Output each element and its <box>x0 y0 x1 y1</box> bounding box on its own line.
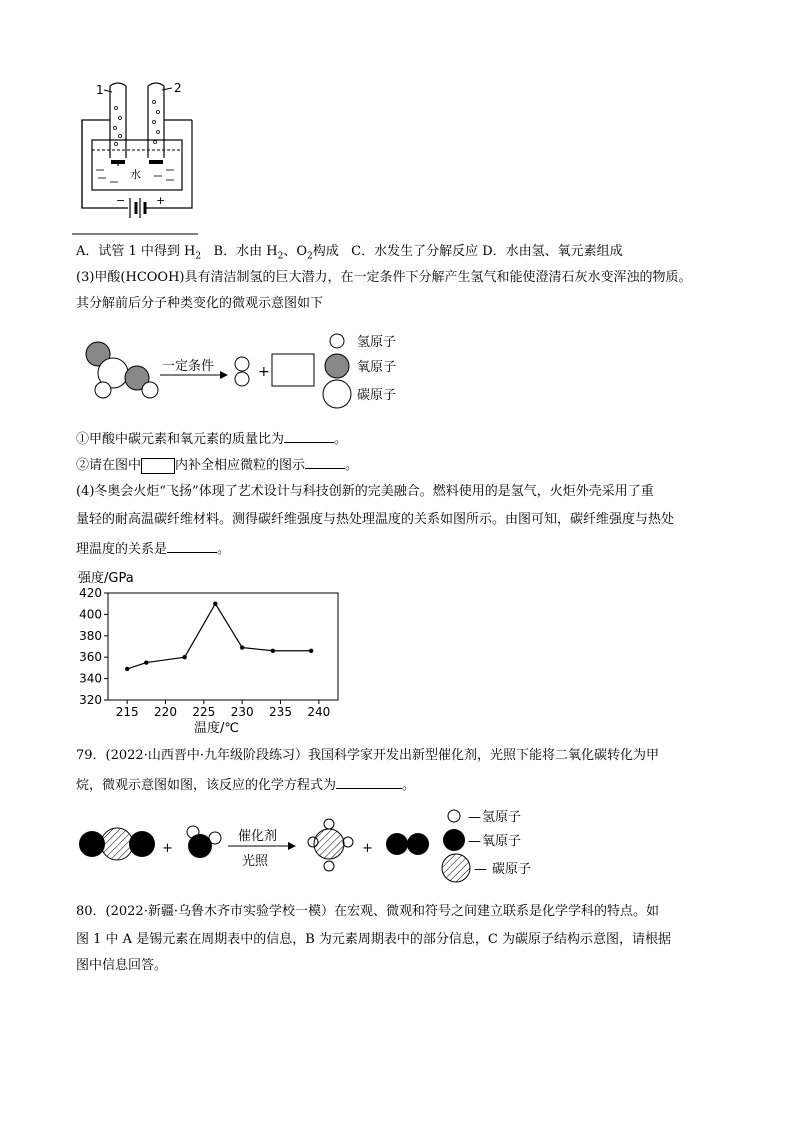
q-options: A．试管 1 中得到 $H_2$ B．水由 $H_2$、$O_2$构成 C．水发生了分解反应 D．水由氢、氧元素组成 <box>76 244 623 262</box>
q3-line1: (3)甲酸(HCOOH)具有清洁制氢的巨大潜力，在一定条件下分解产生氢气和能使澄清石灰水变浑浊的物质。 <box>76 270 692 285</box>
q3-sub2: ②请在图中 内补全相应微粒的图示 。 <box>76 454 358 476</box>
y-tick-label: 320 <box>79 693 102 707</box>
svg-text:+: + <box>258 364 270 380</box>
svg-text:+: + <box>362 841 373 856</box>
data-point <box>309 649 313 653</box>
y-tick-label: 360 <box>79 650 102 665</box>
x-tick-label: 215 <box>115 705 139 719</box>
legend2-hydrogen: 氢原子 <box>482 810 522 825</box>
data-point <box>182 655 186 659</box>
co2-methane-diagram <box>76 802 556 886</box>
q4-line3: 理温度的关系是 。 <box>76 538 230 560</box>
data-point <box>144 660 148 664</box>
svg-text:—: — <box>468 810 481 825</box>
q3-line2: 其分解前后分子种类变化的微观示意图如下 <box>76 296 324 311</box>
svg-text:+: + <box>162 841 173 856</box>
beaker <box>92 140 182 190</box>
chart-xlabel: 温度/℃ <box>194 721 239 736</box>
legend-hydrogen: 氢原子 <box>357 335 397 350</box>
y-tick-label: 420 <box>79 586 102 600</box>
formic-acid-diagram <box>76 328 416 410</box>
arrow-label: 一定条件 <box>162 359 215 374</box>
light-label: 光照 <box>242 854 269 869</box>
svg-text:−: − <box>116 194 126 207</box>
data-point <box>125 667 129 671</box>
legend-carbon: 碳原子 <box>357 388 397 403</box>
svg-text:—: — <box>474 862 487 877</box>
q3-sub1: ①甲酸中碳元素和氧元素的质量比为 。 <box>76 428 347 450</box>
q80-line2: 图 1 中 A 是锡元素在周期表中的信息，B 为元素周期表中的部分信息，C 为碳原子结构示意图，请根据 <box>76 932 671 947</box>
y-tick-label: 340 <box>79 671 102 686</box>
strength-chart <box>76 568 356 744</box>
data-point <box>213 602 217 606</box>
tube-1-label: 1 <box>96 83 104 97</box>
x-tick-label: 240 <box>307 705 331 719</box>
x-tick-label: 225 <box>192 705 216 719</box>
q79-line1: 79．(2022·山西晋中·九年级阶段练习）我国科学家开发出新型催化剂，光照下能将二氧化碳转化为甲 <box>76 748 659 763</box>
q4-line1: (4)冬奥会火炬“飞扬”体现了艺术设计与科技创新的完美融合。燃料使用的是氢气，火炬外壳采用了重 <box>76 484 654 499</box>
catalyst-label: 催化剂 <box>238 829 278 844</box>
data-point <box>271 649 275 653</box>
tube-2-label: 2 <box>174 81 182 95</box>
answer-box <box>272 354 314 386</box>
q4-line2: 量轻的耐高温碳纤维材料。测得碳纤维强度与热处理温度的关系如图所示。由图可知，碳纤维强度与热处 <box>76 512 675 527</box>
y-tick-label: 380 <box>79 628 102 643</box>
test-tube-2 <box>148 83 164 158</box>
chart-ylabel: 强度/GPa <box>78 571 134 586</box>
legend2-carbon: 碳原子 <box>492 862 532 877</box>
svg-text:+: + <box>156 194 166 207</box>
water-label: 水 <box>130 168 141 181</box>
series-line <box>127 604 311 669</box>
x-tick-label: 235 <box>269 705 292 719</box>
test-tube-1 <box>110 83 126 158</box>
svg-text:—: — <box>468 834 481 849</box>
legend2-oxygen: 氧原子 <box>482 834 522 849</box>
y-tick-label: 400 <box>79 607 102 622</box>
x-tick-label: 220 <box>154 705 177 719</box>
q80-line1: 80．(2022·新疆·乌鲁木齐市实验学校一模）在宏观、微观和符号之间建立联系是化学学科的特点。如 <box>76 904 659 919</box>
electrolysis-apparatus <box>70 78 210 238</box>
x-tick-label: 230 <box>230 705 254 719</box>
q80-line3: 图中信息回答。 <box>76 958 168 973</box>
plot-frame <box>108 593 338 700</box>
data-point <box>240 645 244 649</box>
legend-oxygen: 氧原子 <box>357 360 397 375</box>
q79-line2: 烷，微观示意图如图，该反应的化学方程式为 。 <box>76 774 415 796</box>
